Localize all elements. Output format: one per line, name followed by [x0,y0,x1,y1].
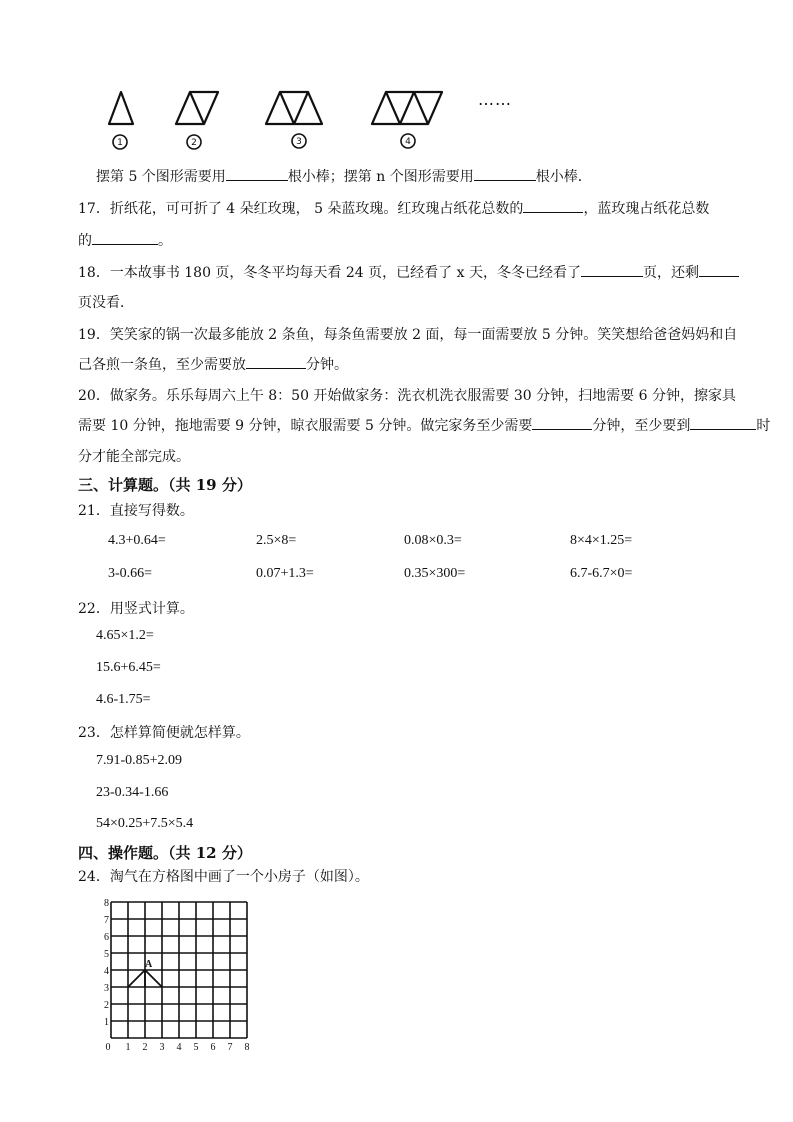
q18-line1 [78,262,739,282]
figure-label-2: 2 [191,138,197,148]
grid-x-label: 4 [176,1042,182,1053]
q20-blank-2[interactable] [690,415,756,430]
q23-item: 23-0.34-1.66 [96,785,169,800]
q21-item: 0.08×0.3= [404,533,462,548]
q20-text-e: 分才能全部完成。 [78,449,190,465]
q16-part1: 摆第 5 个图形需要用 [96,169,226,185]
q21-title: 21．直接写得数。 [78,503,194,519]
q16-part2: 根小棒；摆第 n 个图形需要用 [287,169,474,185]
q21-item: 2.5×8= [256,533,297,548]
q21-item: 0.35×300= [404,566,466,581]
q23-item: 54×0.25+7.5×5.4 [96,816,194,831]
q16-line [96,166,592,186]
grid-x-label: 8 [244,1042,250,1053]
q18-text-a: 18．一本故事书 180 页，冬冬平均每天看 24 页，已经看了 x 天，冬冬已经看了 [78,265,581,281]
grid-x-label: 1 [125,1042,131,1053]
q19-blank[interactable] [246,354,306,369]
q19-text-a: 19．笑笑家的锅一次最多能放 2 条鱼，每条鱼需要放 2 面，每一面需要放 5 分钟。笑笑想给爸爸妈妈和自 [78,327,738,343]
triangle-figures [100,84,540,156]
q22-item: 4.6-1.75= [96,692,151,707]
figures-ellipsis: …… [478,90,512,109]
grid-x-label: 3 [159,1042,165,1053]
q23-item: 7.91-0.85+2.09 [96,753,183,768]
q19-line1 [78,324,737,344]
q17-line1 [78,198,709,218]
q18-text-c: 页没看． [78,295,134,311]
q19-text-c: 分钟。 [306,357,348,373]
q22-item: 4.65×1.2= [96,628,154,643]
q20-blank-1[interactable] [532,415,592,430]
grid-y-label: 8 [104,898,109,909]
figure-label-3: 3 [296,137,302,147]
grid-y-label: 7 [104,915,109,926]
q20-text-d: 时 [756,418,771,434]
q21-item: 8×4×1.25= [570,533,633,548]
grid-x-label: 2 [142,1042,148,1053]
q18-text-b: 页，还剩 [642,265,699,281]
q21-item: 6.7-6.7×0= [570,566,633,581]
house-grid-figure [98,898,268,1054]
section-4-heading: 四、操作题。（共 12 分） [78,844,252,862]
grid-y-label: 3 [104,983,109,994]
q21-item: 0.07+1.3= [256,566,314,581]
q17-text-d: 。 [158,233,172,249]
q19-text-b: 己各煎一条鱼，至少需要放 [78,357,246,373]
q21-item: 4.3+0.64= [108,533,166,548]
q20-line1 [78,385,736,405]
grid-x-label: 6 [210,1042,216,1053]
q17-text-b: ，蓝玫瑰占纸花总数 [583,201,710,217]
figure-label-1: 1 [117,138,123,148]
q22-item: 15.6+6.45= [96,660,161,675]
q17-blank-2[interactable] [92,230,158,245]
q17-blank-1[interactable] [523,198,583,213]
grid-y-label: 5 [104,949,109,960]
q16-blank-2[interactable] [474,166,536,181]
figure-label-4: 4 [405,137,411,147]
grid-x-label: 7 [227,1042,233,1053]
q20-text-a: 20．做家务。乐乐每周六上午 8：50 开始做家务：洗衣机洗衣服需要 30 分钟，扫地需要 6 分钟，擦家具 [78,388,736,404]
q23-title: 23．怎样算简便就怎样算。 [78,725,250,741]
grid-y-label: 2 [104,1000,109,1011]
q18-blank-2[interactable] [699,262,739,277]
q20-line2 [78,415,770,435]
q19-line2 [78,354,348,374]
q20-text-c: 分钟，至少要到 [592,418,691,434]
q17-line2 [78,230,172,250]
q16-blank-1[interactable] [226,166,288,181]
grid-y-label: 1 [104,1017,109,1028]
section-3-heading: 三、计算题。（共 19 分） [78,476,252,494]
grid-y-label: 6 [104,932,109,943]
q18-line2 [78,292,134,312]
grid-y-label: 4 [104,966,109,977]
q17-text-c: 的 [78,233,92,249]
q22-title: 22．用竖式计算。 [78,601,194,617]
grid-x-label: 0 [105,1042,111,1053]
q24-title: 24．淘气在方格图中画了一个小房子（如图）。 [78,869,369,885]
q16-part3: 根小棒． [535,169,592,185]
q20-text-b: 需要 10 分钟，拖地需要 9 分钟，晾衣服需要 5 分钟。做完家务至少需要 [78,418,533,434]
grid-x-label: 5 [193,1042,199,1053]
point-a-label: A [145,959,153,970]
q17-text-a: 17．折纸花，可可折了 4 朵红玫瑰， 5 朵蓝玫瑰。红玫瑰占纸花总数的 [78,201,524,217]
q18-blank-1[interactable] [581,262,643,277]
q20-line3 [78,446,190,466]
q21-item: 3-0.66= [108,566,153,581]
